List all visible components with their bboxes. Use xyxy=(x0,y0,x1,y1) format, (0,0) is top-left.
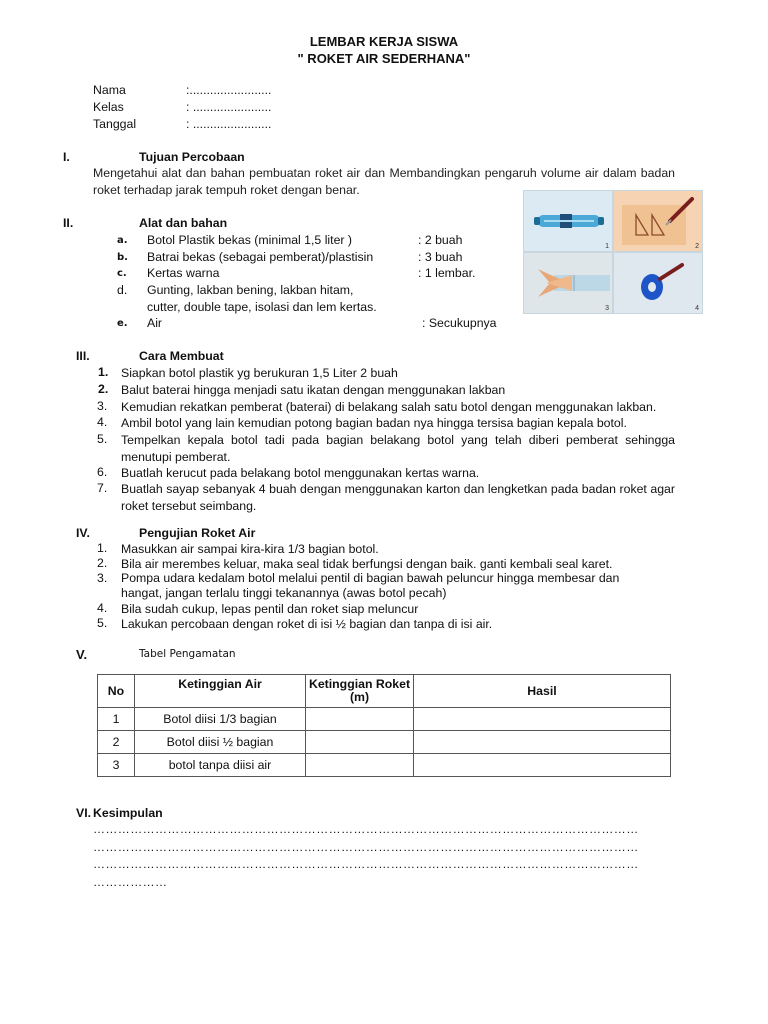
section6-heading: Kesimpulan xyxy=(93,806,163,820)
material-marker: d. xyxy=(117,283,128,297)
figure-panel-cutting xyxy=(613,190,703,252)
page-title: LEMBAR KERJA SISWA xyxy=(309,34,459,49)
section1-text: Mengetahui alat dan bahan pembuatan roket air dan Membandingkan pengaruh volume air dalam badan roket terhadap jarak tempuh roket dengan benar. xyxy=(93,166,675,197)
table-row xyxy=(98,754,671,777)
section1-number: I. xyxy=(63,150,70,164)
test-step-text: Bila air merembes keluar, maka seal tidak berfungsi dengan baik. ganti kembali seal karet. xyxy=(121,557,613,571)
conclusion-line[interactable]: …………………………………………………………………………………………………………………… xyxy=(93,822,639,836)
identity-label-kelas: Kelas xyxy=(93,100,124,114)
identity-label-tanggal: Tanggal xyxy=(93,117,137,131)
column-header-no: No xyxy=(98,675,135,708)
step-number: 6. xyxy=(97,465,108,479)
cell-ketinggian-air: Botol diisi 1/3 bagian xyxy=(135,708,306,731)
step-text: Tempelkan kepala botol tadi pada bagian belakang botol yang telah diberi pemberat sehingga menutupi pemberat. xyxy=(121,433,675,464)
section4-heading: Pengujian Roket Air xyxy=(139,526,256,540)
observation-table xyxy=(97,674,671,777)
material-name: Kertas warna xyxy=(147,266,220,280)
step-number: 2. xyxy=(98,382,109,396)
table-row xyxy=(98,731,671,754)
test-step-number: 1. xyxy=(97,541,108,555)
table-header-row xyxy=(98,675,671,708)
cell-no: 3 xyxy=(98,754,135,777)
step-text: Buatlah sayap sebanyak 4 buah dengan menggunakan karton dan lengketkan pada badan roket agar roket tersebut seimbang. xyxy=(121,482,675,513)
section5-heading: Tabel Pengamatan xyxy=(139,648,236,660)
identity-value-kelas[interactable]: : ....................... xyxy=(186,100,272,114)
material-name: Gunting, lakban bening, lakban hitam, xyxy=(147,283,354,297)
test-step-text: Pompa udara kedalam botol melalui pentil di bagian bawah peluncur hingga membesar dan hangat, jangan terlalu tinggi tekanannya (awas botol pecah) xyxy=(121,571,620,600)
conclusion-line[interactable]: …………………………………………………………………………………………………………………… xyxy=(93,840,639,854)
step-number: 5. xyxy=(97,432,108,446)
material-marker: b. xyxy=(117,252,128,263)
step-number: 7. xyxy=(97,481,108,495)
test-step-text: Masukkan air sampai kira-kira 1/3 bagian botol. xyxy=(121,542,379,556)
step-text: Siapkan botol plastik yg berukuran 1,5 Liter 2 buah xyxy=(121,366,398,380)
cell-ketinggian-roket[interactable] xyxy=(306,708,414,731)
figure-panel-number: 2 xyxy=(695,243,699,250)
test-step-number: 2. xyxy=(97,556,108,570)
table-row xyxy=(98,708,671,731)
material-name: Batrai bekas (sebagai pemberat)/plastisin xyxy=(147,250,374,264)
step-text: Balut baterai hingga menjadi satu ikatan dengan menggunakan lakban xyxy=(121,383,506,397)
cell-ketinggian-roket[interactable] xyxy=(306,731,414,754)
test-step-number: 3. xyxy=(97,571,108,585)
test-step-number: 4. xyxy=(97,601,108,615)
step-text: Buatlah kerucut pada belakang botol menggunakan kertas warna. xyxy=(121,466,480,480)
cell-ketinggian-air: botol tanpa diisi air xyxy=(135,754,306,777)
cutter-cardboard-icon xyxy=(614,191,702,251)
section2-number: II. xyxy=(63,216,74,230)
test-step-number: 5. xyxy=(97,616,108,630)
section1-heading: Tujuan Percobaan xyxy=(139,150,245,164)
material-marker: c. xyxy=(117,268,127,279)
taped-bottles-icon xyxy=(524,191,612,251)
material-qty: : 1 lembar. xyxy=(418,266,476,280)
cell-no: 1 xyxy=(98,708,135,731)
column-header-ketinggian-roket: Ketinggian Roket (m) xyxy=(306,675,414,708)
cell-no: 2 xyxy=(98,731,135,754)
figure-panel-bottles xyxy=(523,190,613,252)
cell-hasil[interactable] xyxy=(414,708,671,731)
material-name-continued: cutter, double tape, isolasi dan lem kertas. xyxy=(147,300,377,314)
step-text: Kemudian rekatkan pemberat (baterai) di belakang salah satu botol dengan menggunakan lakban. xyxy=(121,400,657,414)
step-text: Ambil botol yang lain kemudian potong bagian badan nya hingga tersisa bagian kepala botol. xyxy=(121,416,627,430)
rocket-fins-icon xyxy=(524,253,612,313)
section5-number: V. xyxy=(76,647,88,662)
conclusion-line[interactable]: ……………… xyxy=(93,875,168,889)
step-number: 4. xyxy=(97,415,108,429)
figure-panel-fins xyxy=(523,252,613,314)
column-header-ketinggian-air: Ketinggian Air xyxy=(135,675,306,708)
test-step-text: Lakukan percobaan dengan roket di isi ½ bagian dan tanpa di isi air. xyxy=(121,617,493,631)
material-qty: : 3 buah xyxy=(418,250,463,264)
figure-panel-tape xyxy=(613,252,703,314)
column-header-hasil: Hasil xyxy=(414,675,671,708)
identity-value-tanggal[interactable]: : ....................... xyxy=(186,117,272,131)
material-name: Botol Plastik bekas (minimal 1,5 liter ) xyxy=(147,233,353,247)
step-number: 3. xyxy=(97,399,108,413)
identity-label-nama: Nama xyxy=(93,83,126,97)
tape-roll-icon xyxy=(614,253,702,313)
material-qty: : 2 buah xyxy=(418,233,463,247)
section2-heading: Alat dan bahan xyxy=(139,216,228,230)
test-step-text: Bila sudah cukup, lepas pentil dan roket siap meluncur xyxy=(121,602,419,616)
material-marker: a. xyxy=(117,235,128,246)
cell-hasil[interactable] xyxy=(414,754,671,777)
section3-heading: Cara Membuat xyxy=(139,349,224,363)
identity-value-nama[interactable]: :........................ xyxy=(186,83,272,97)
material-marker: e. xyxy=(117,318,128,329)
material-name: Air xyxy=(147,316,163,330)
cell-ketinggian-air: Botol diisi ½ bagian xyxy=(135,731,306,754)
page-subtitle: " ROKET AIR SEDERHANA" xyxy=(297,51,471,66)
figure-panel-number: 1 xyxy=(605,243,609,250)
section3-number: III. xyxy=(76,349,90,363)
figure-panel-number: 3 xyxy=(605,305,609,312)
material-qty: : Secukupnya xyxy=(422,316,497,330)
section6-number: VI. xyxy=(76,806,92,820)
step-number: 1. xyxy=(98,365,109,379)
cell-ketinggian-roket[interactable] xyxy=(306,754,414,777)
conclusion-line[interactable]: …………………………………………………………………………………………………………………… xyxy=(93,857,639,871)
figure-panel-number: 4 xyxy=(695,305,699,312)
section4-number: IV. xyxy=(76,526,90,540)
cell-hasil[interactable] xyxy=(414,731,671,754)
